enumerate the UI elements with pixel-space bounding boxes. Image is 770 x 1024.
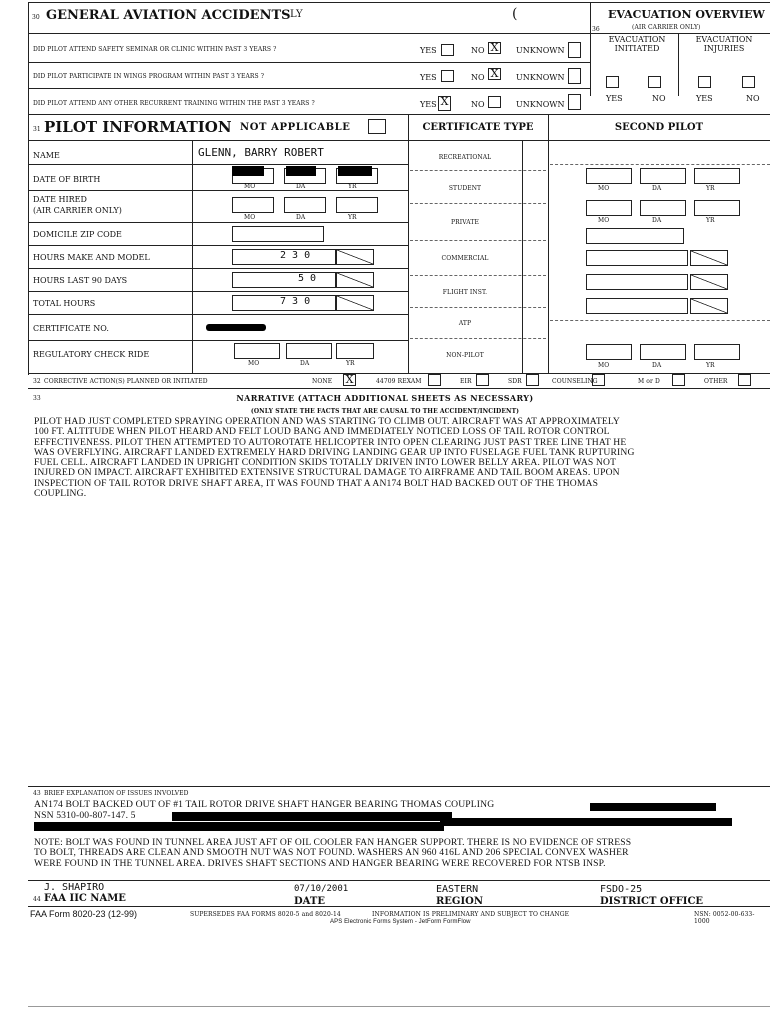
corrective-m-or-d-box[interactable] xyxy=(672,374,685,386)
corrective-rexam-label: 44709 REXAM xyxy=(376,378,422,385)
issues-line-1[interactable]: AN174 BOLT BACKED OUT OF #1 TAIL ROTOR DRIVE SHAFT HANGER BEARING THOMAS COUPLING xyxy=(34,799,495,810)
pilot-info-title: PILOT INFORMATION xyxy=(44,118,232,136)
question-1-yes-label: YES xyxy=(420,46,437,55)
check-ride-yr-label: YR xyxy=(346,360,355,367)
second-pilot-title: SECOND PILOT xyxy=(614,122,704,133)
evac-injuries-yes-label: YES xyxy=(696,94,713,103)
preliminary-note: INFORMATION IS PRELIMINARY AND SUBJECT TO CHANGE xyxy=(372,911,570,918)
ga-accidents-suffix: LY xyxy=(290,9,303,20)
second-dob-mo-label: MO xyxy=(598,185,610,192)
second-check-mo-box[interactable] xyxy=(586,344,632,360)
narrative-line: INJURED ON IMPACT. AIRCRAFT EXHIBITED EXTENSIVE STRUCTURAL DAMAGE TO AIRFRAME AND TAIL BOOM AREAS. UPON xyxy=(34,467,620,479)
hours-90-days-tenths[interactable] xyxy=(336,272,374,288)
evac-title: EVACUATION OVERVIEW xyxy=(608,8,765,21)
software-note: APS Electronic Forms System - JetForm FormFlow xyxy=(330,919,471,925)
question-2-no-label: NO xyxy=(471,73,485,82)
narrative-line: FUEL CELL. AIRCRAFT LANDED IN UPRIGHT CONDITION SKIDS TOTALLY DRIVEN INTO LOWER BELLY AREA. PILOT WAS NOT xyxy=(34,457,617,469)
question-2: DID PILOT PARTICIPATE IN WINGS PROGRAM WITHIN PAST 3 YEARS ? xyxy=(33,73,265,80)
section-32-num: 32 xyxy=(33,378,41,385)
issues-redaction xyxy=(440,818,732,826)
narrative-line: PILOT HAD JUST COMPLETED SPRAYING OPERATION AND WAS STARTING TO CLIMB OUT. AIRCRAFT WAS AT APPROXIMATELY xyxy=(34,416,620,427)
hired-yr-label: YR xyxy=(348,214,357,221)
evac-initiated-yes-box[interactable] xyxy=(606,76,619,88)
corrective-eir-box[interactable] xyxy=(476,374,489,386)
date-hired-label-2: (AIR CARRIER ONLY) xyxy=(33,206,122,215)
check-ride-da-box[interactable] xyxy=(286,343,332,359)
narrative-line: INSPECTION OF TAIL ROTOR DRIVE SHAFT AREA, IT WAS FOUND THAT A AN174 BOLT HAD BACKED OUT OF THE THOMAS xyxy=(34,477,599,489)
corrective-none-label: NONE xyxy=(312,378,333,385)
second-dob-da-box[interactable] xyxy=(640,168,686,184)
corrective-action-label: CORRECTIVE ACTION(S) PLANNED OR INITIATED xyxy=(44,378,208,385)
evac-initiated-yes-label: YES xyxy=(606,94,623,103)
section-30-num: 30 xyxy=(32,14,40,21)
dob-redaction xyxy=(338,166,372,176)
question-1-unknown-box[interactable] xyxy=(568,42,581,58)
issues-note[interactable] xyxy=(34,838,770,869)
question-3-yes-box[interactable]: X xyxy=(438,96,451,111)
corrective-eir-label: EIR xyxy=(460,378,472,385)
second-hired-da-label: DA xyxy=(652,217,662,224)
cert-flight-instructor: FLIGHT INST. xyxy=(442,289,488,296)
paren-mark: ( xyxy=(512,6,518,22)
note-line: WERE FOUND IN THE TUNNEL AREA. DRIVES SHAFT SECTIONS AND HANGER BEARING WERE RECOVERED FOR NTSB INSP. xyxy=(34,857,606,869)
hired-da-label: DA xyxy=(296,214,306,221)
corrective-sdr-box[interactable] xyxy=(526,374,539,386)
nsn-number: NSN: 0052-00-633-1000 xyxy=(694,911,755,925)
dob-redaction xyxy=(232,166,264,176)
question-2-yes-box[interactable] xyxy=(441,70,454,82)
evac-subtitle: (AIR CARRIER ONLY) xyxy=(632,24,701,31)
second-zip-box[interactable] xyxy=(586,228,684,244)
question-1-no-box[interactable]: X xyxy=(488,42,501,54)
dob-mo-label: MO xyxy=(244,183,256,190)
second-hired-da-box[interactable] xyxy=(640,200,686,216)
corrective-other-box[interactable] xyxy=(738,374,751,386)
check-ride-yr-box[interactable] xyxy=(336,343,374,359)
corrective-counseling-box[interactable] xyxy=(592,374,605,386)
second-hired-mo-box[interactable] xyxy=(586,200,632,216)
hours-make-model-label: HOURS MAKE AND MODEL xyxy=(33,253,150,262)
question-2-no-box[interactable]: X xyxy=(488,68,501,80)
region-value[interactable]: EASTERN xyxy=(436,884,479,895)
check-ride-mo-label: MO xyxy=(248,360,260,367)
second-hired-yr-label: YR xyxy=(706,217,715,224)
office-value[interactable]: FSDO-25 xyxy=(600,884,643,895)
corrective-other-label: OTHER xyxy=(704,378,728,385)
hours-90-days-value: 5 0 xyxy=(298,273,317,284)
second-hours-90-tenths[interactable] xyxy=(690,274,728,290)
hired-yr-box[interactable] xyxy=(336,197,378,213)
section-33-num: 33 xyxy=(33,395,41,402)
issues-label: BRIEF EXPLANATION OF ISSUES INVOLVED xyxy=(44,790,189,797)
evac-initiated-label: EVACUATION INITIATED xyxy=(608,35,666,53)
hours-make-model-value: 2 3 0 xyxy=(280,250,311,261)
cert-non-pilot: NON-PILOT xyxy=(446,352,484,359)
narrative-line: COUPLING. xyxy=(34,488,87,500)
question-3-unknown-box[interactable] xyxy=(568,94,581,110)
issues-redaction xyxy=(34,822,444,831)
hours-make-model-tenths[interactable] xyxy=(336,249,374,265)
issues-redaction xyxy=(590,803,716,811)
cert-private: PRIVATE xyxy=(451,219,479,226)
form-number: FAA Form 8020-23 (12-99) xyxy=(30,909,138,919)
total-hours-label: TOTAL HOURS xyxy=(33,299,96,308)
corrective-counseling-label: COUNSELING xyxy=(552,378,598,385)
office-label: DISTRICT OFFICE xyxy=(600,896,704,907)
section-43-num: 43 xyxy=(33,790,41,797)
cert-commercial: COMMERCIAL xyxy=(441,255,489,262)
iic-name-value[interactable]: J. SHAPIRO xyxy=(44,882,105,893)
hired-mo-box[interactable] xyxy=(232,197,274,213)
second-hours-90-box[interactable] xyxy=(586,274,688,290)
question-2-unknown-label: UNKNOWN xyxy=(516,73,565,82)
question-1: DID PILOT ATTEND SAFETY SEMINAR OR CLINIC WITHIN PAST 3 YEARS ? xyxy=(33,46,277,53)
pilot-name-value[interactable]: GLENN, BARRY ROBERT xyxy=(198,146,324,159)
cert-student: STUDENT xyxy=(448,185,482,192)
narrative-line: EFFECTIVENESS. PILOT THEN ATTEMPTED TO AUTOROTATE HELICOPTER INTO OPEN CLEARING JUST PAST TREE LINE THAT HE xyxy=(34,436,627,448)
second-check-yr-label: YR xyxy=(706,362,715,369)
dob-label: DATE OF BIRTH xyxy=(33,175,101,184)
question-3-no-label: NO xyxy=(471,100,485,109)
question-3: DID PILOT ATTEND ANY OTHER RECURRENT TRAINING WITHIN THE PAST 3 YEARS ? xyxy=(33,100,315,107)
cert-recreational: RECREATIONAL xyxy=(438,154,492,161)
second-hours-make-model-tenths[interactable] xyxy=(690,250,728,266)
second-total-hours-tenths[interactable] xyxy=(690,298,728,314)
second-check-mo-label: MO xyxy=(598,362,610,369)
question-1-no-label: NO xyxy=(471,46,485,55)
cert-atp: ATP xyxy=(458,320,472,327)
issues-redaction xyxy=(172,812,452,821)
check-ride-da-label: DA xyxy=(300,360,310,367)
question-1-yes-box[interactable] xyxy=(441,44,454,56)
second-total-hours-box[interactable] xyxy=(586,298,688,314)
question-2-yes-label: YES xyxy=(420,73,437,82)
question-1-unknown-label: UNKNOWN xyxy=(516,46,565,55)
second-check-da-box[interactable] xyxy=(640,344,686,360)
domicile-label: DOMICILE ZIP CODE xyxy=(33,230,122,239)
issues-line-2[interactable]: NSN 5310-00-807-147. 5 xyxy=(34,810,136,821)
hours-90-days-box[interactable] xyxy=(232,272,336,288)
certificate-type-title: CERTIFICATE TYPE xyxy=(422,122,534,133)
section-44-num: 44 xyxy=(33,896,41,903)
section-36-num: 36 xyxy=(592,26,600,33)
supersedes-note: SUPERSEDES FAA FORMS 8020-5 and 8020-14 xyxy=(190,911,341,918)
evac-injuries-yes-box[interactable] xyxy=(698,76,711,88)
check-ride-mo-box[interactable] xyxy=(234,343,280,359)
second-check-yr-box[interactable] xyxy=(694,344,740,360)
second-hours-make-model-box[interactable] xyxy=(586,250,688,266)
hired-mo-label: MO xyxy=(244,214,256,221)
evac-injuries-no-label: NO xyxy=(746,94,760,103)
check-ride-label: REGULATORY CHECK RIDE xyxy=(33,350,150,359)
note-line: TO BOLT, THREADS ARE CLEAN AND SMOOTH NUT WAS NOT FOUND. WASHERS AN 960 416L AND 206 SPECIAL CONVEX WASHER xyxy=(34,847,629,859)
certificate-no-redaction xyxy=(206,324,266,331)
date-hired-label: DATE HIRED xyxy=(33,195,87,204)
evac-initiated-no-label: NO xyxy=(652,94,666,103)
corrective-none-box[interactable]: X xyxy=(343,374,356,386)
iic-name-label: FAA IIC NAME xyxy=(44,893,126,904)
note-line: NOTE: BOLT WAS FOUND IN TUNNEL AREA JUST AFT OF OIL COOLER FAN HANGER SUPPORT. THERE IS NO EVIDENCE OF STRESS xyxy=(34,837,632,848)
question-3-no-box[interactable] xyxy=(488,96,501,108)
evac-initiated-no-box[interactable] xyxy=(648,76,661,88)
dob-yr-label: YR xyxy=(348,183,357,190)
dob-da-label: DA xyxy=(296,183,306,190)
second-dob-da-label: DA xyxy=(652,185,662,192)
total-hours-value: 7 3 0 xyxy=(280,296,311,307)
second-dob-yr-box[interactable] xyxy=(694,168,740,184)
hours-90-days-label: HOURS LAST 90 DAYS xyxy=(33,276,128,285)
second-hired-yr-box[interactable] xyxy=(694,200,740,216)
second-dob-mo-box[interactable] xyxy=(586,168,632,184)
certificate-no-label: CERTIFICATE NO. xyxy=(33,324,109,333)
not-applicable-label: NOT APPLICABLE xyxy=(240,122,351,133)
narrative-line: WAS OVERFLYING. AIRCRAFT LANDED EXTREMELY HARD DRIVING LANDING GEAR UP INTO FUSELAGE FUEL TANK RUPTURING xyxy=(34,446,635,458)
corrective-sdr-label: SDR xyxy=(508,378,522,385)
corrective-rexam-box[interactable] xyxy=(428,374,441,386)
question-3-unknown-label: UNKNOWN xyxy=(516,100,565,109)
question-3-yes-label: YES xyxy=(420,100,437,109)
hired-da-box[interactable] xyxy=(284,197,326,213)
narrative-title: NARRATIVE (ATTACH ADDITIONAL SHEETS AS NECESSARY) xyxy=(236,393,534,403)
dob-redaction xyxy=(286,166,316,176)
narrative-subtitle: (ONLY STATE THE FACTS THAT ARE CAUSAL TO THE ACCIDENT/INCIDENT) xyxy=(250,408,520,415)
second-check-da-label: DA xyxy=(652,362,662,369)
date-value[interactable]: 07/10/2001 xyxy=(294,884,349,894)
section-31-num: 31 xyxy=(33,126,41,133)
narrative-text[interactable] xyxy=(34,417,770,499)
zip-code-box[interactable] xyxy=(232,226,324,242)
corrective-m-or-d-label: M or D xyxy=(638,378,660,385)
region-label: REGION xyxy=(436,896,484,907)
name-label: NAME xyxy=(33,151,60,160)
second-dob-yr-label: YR xyxy=(706,185,715,192)
not-applicable-box[interactable] xyxy=(368,119,386,134)
second-hired-mo-label: MO xyxy=(598,217,610,224)
date-label: DATE xyxy=(294,896,325,907)
ga-accidents-title: GENERAL AVIATION ACCIDENTS xyxy=(46,8,291,23)
total-hours-tenths[interactable] xyxy=(336,295,374,311)
question-2-unknown-box[interactable] xyxy=(568,68,581,84)
narrative-line: 100 FT. ALTITUDE WHEN PILOT HEARD AND FELT LOUD BANG AND IMMEDIATELY NOTICED LOSS OF TAIL ROTOR CONTROL xyxy=(34,426,610,438)
evac-injuries-label: EVACUATION INJURIES xyxy=(695,35,753,53)
evac-injuries-no-box[interactable] xyxy=(742,76,755,88)
